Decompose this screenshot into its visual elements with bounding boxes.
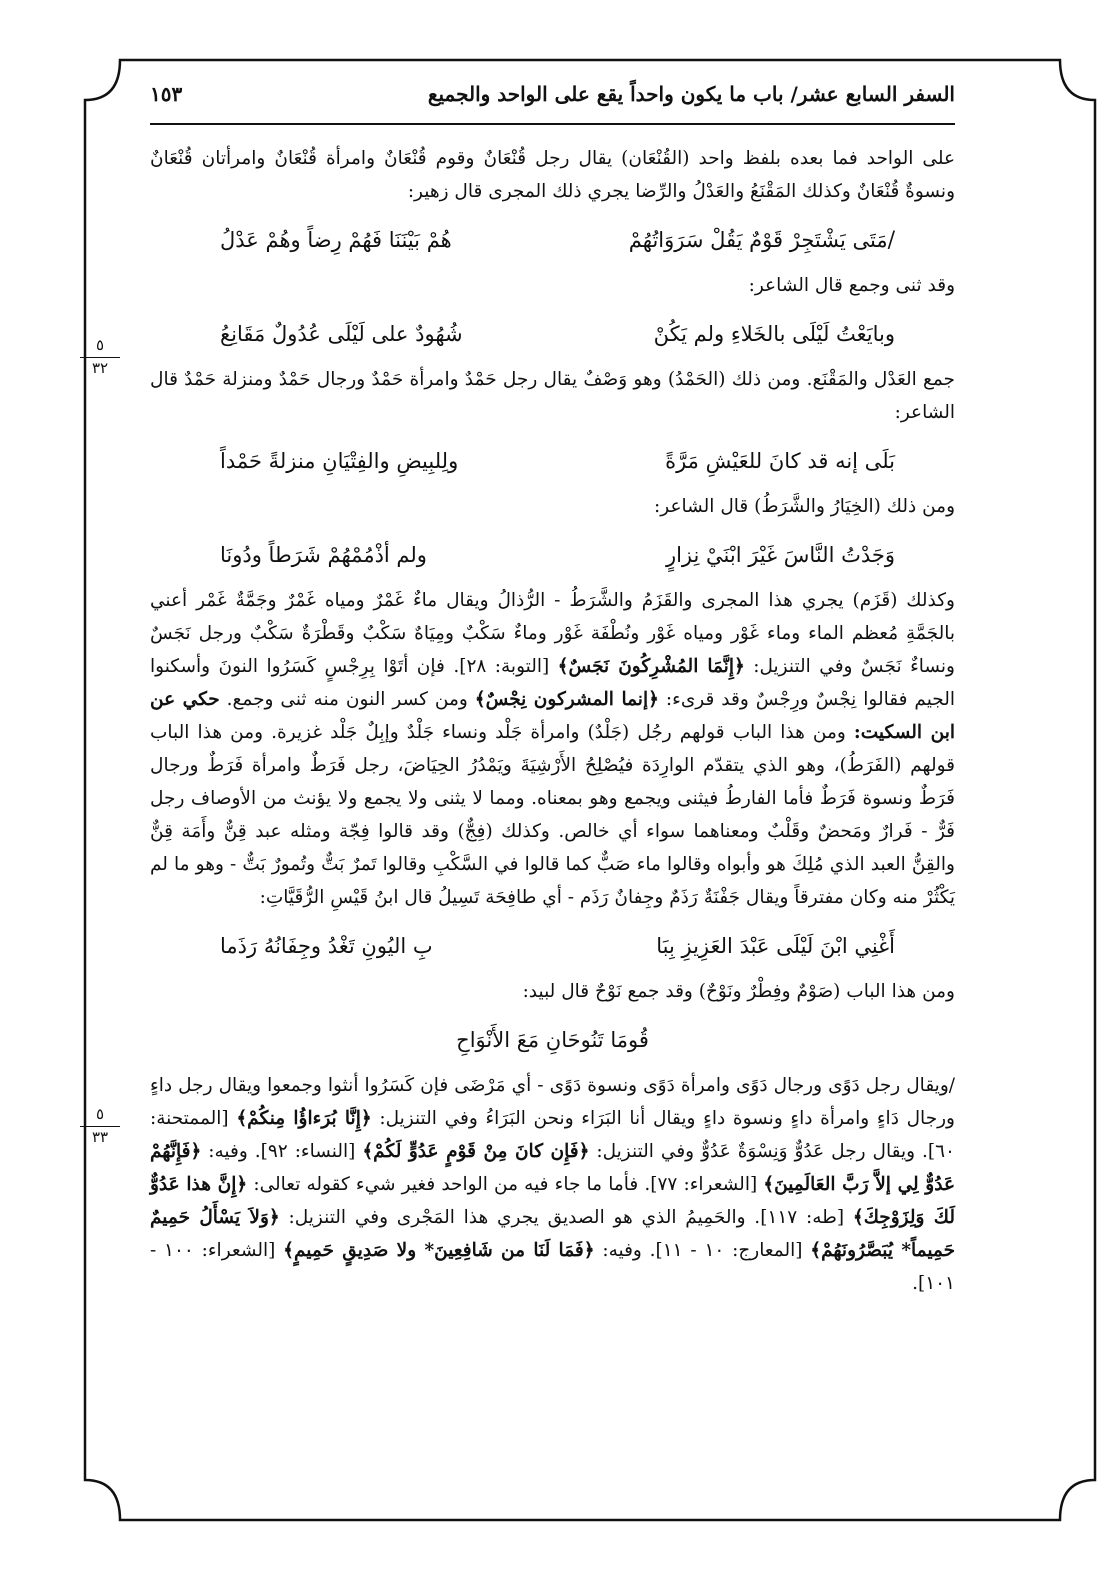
verse [150,445,955,478]
paragraph: ومن هذا الباب (صَوْمٌ وفِطْرٌ ونَوْحٌ) وقد جمع نَوْحٌ قال لبيد: [522,981,955,1002]
verse-first-hemistich: /مَتَى يَشْتَجِرْ قَوْمٌ يَقُلْ سَرَوَاتُهُمْ [628,228,895,253]
quran-quote: ﴿فَمَا لَنَا من شَافِعِينَ* ولا صَدِيقٍ حَمِيمٍ﴾ [283,1240,595,1261]
margin-note [80,336,120,377]
chapter-title: السفر السابع عشر/ باب ما يكون واحداً يقع على الواحد والجميع [427,82,955,106]
quran-quote: ﴿إِنَّا بُرَءاؤُا مِنكُمْ﴾ [236,1108,372,1129]
paragraph: /ويقال رجل دَوًى ورجال دَوًى وامرأة دَوًى ونسوة دَوًى - أي مَرْضَى فإن كَسَرُوا أنثوا وجمعوا ويقال رجل داءٍ ورجال دَاءٍ وامرأة داءٍ ونسوة داءٍ ويقال أنا البَرَاء ونحن البَرَاءُ وفي التنزيل: ﴿إِنَّا بُرَءاؤُا مِنكُمْ﴾ [الممتحنة: ٦٠]. ويقال رجل عَدُوٌّ وَنِسْوَةٌ عَدُوٌّ وفي التنزيل: ﴿فَإِن كانَ مِنْ قَوْمٍ عَدُوٍّ لَكُمْ﴾ [النساء: ٩٢]. وفيه: ﴿فَإِنَّهُمْ عَدُوٌّ لِي إلاَّ رَبَّ العَالَمِينَ﴾ [الشعراء: ٧٧]. فأما ما جاء فيه من الواحد فغير شيء كقوله تعالى: ﴿إِنَّ هذا عَدُوٌّ لَكَ وَلِزَوْجِكَ﴾ [طه: ١١٧]. والحَمِيمُ الذي هو الصديق يجري هذا المَجْرى وفي التنزيل: ﴿وَلاَ يَسْأَلُ حَمِيمٌ حَمِيماً* يُبَصَّرُونَهُمْ﴾ [المعارج: ١٠ - ١١]. وفيه: ﴿فَمَا لَنَا من شَافِعِينَ* ولا صَدِيقٍ حَمِيمٍ﴾ [الشعراء: ١٠٠ - ١٠١]. [150,1075,956,1294]
quran-quote: ﴿وَلاَ يَسْأَلُ حَمِيمٌ حَمِيماً* يُبَصَّرُونَهُمْ﴾ [150,1207,956,1261]
verse-second-hemistich: هُمْ بَيْنَنَا فَهُمْ رِضاً وهُمْ عَدْلُ [220,228,452,252]
margin-note-bottom: ٣٣ [80,1126,120,1146]
verse-second-hemistich: ولِلبِيضِ والفِتْيَانِ منزلةً حَمْداً [220,449,459,473]
page-body [150,142,955,1300]
verse-first-hemistich: وبايَعْتُ لَيْلَى بالخَلاءِ ولم يَكُنْ [653,322,895,346]
quran-quote: ﴿فَإِنَّهُمْ عَدُوٌّ لِي إلاَّ رَبَّ العَالَمِينَ﴾ [150,1141,955,1195]
page-header [150,82,955,110]
paragraph: وقد ثنى وجمع قال الشاعر: [748,275,955,296]
verse [150,930,955,963]
paragraph: وكذلك (قَزَم) يجري هذا المجرى والقَزَمُ والشَّرَطُ - الرُّذالُ ويقال ماءٌ غَمْرٌ ومياه غَمْرٌ وجَمَّةٌ غَمْر أعني بالجَمَّةِ مُعظم الماء وماء غَوْر ومياه غَوْر ونُطْفَة غَوْر وماءٌ سَكْبٌ ومِيَاهٌ سَكْبٌ وقَطْرَةٌ سَكْبٌ ورجل نَجَسٌ ونساءٌ نَجَسٌ وفي التنزيل: ﴿إِنَّمَا المُشْرِكُونَ نَجَسٌ﴾ [التوبة: ٢٨]. فإن أتَوْا بِرِجْسٍ كَسَرُوا النونَ وأسكنوا الجيم فقالوا نِجْسٌ ورِجْسٌ وقد قرىء: ﴿إنما المشركون نِجْسٌ﴾ ومن كسر النون منه ثنى وجمع. حكي عن ابن السكيت: ومن هذا الباب قولهم رجُل (جَلْدٌ) وامرأة جَلْد ونساء جَلْدٌ وإبِلٌ جَلْد غزيرة. ومن هذا الباب قولهم (الفَرَطُ)، وهو الذي يتقدّم الوارِدَة فيُصْلِحُ الأَرْشِيَةَ ويَمْدُرُ الحِيَاضَ، رجل فَرَطٌ وامرأة فَرَطٌ ورجال فَرَطٌ ونسوة فَرَطٌ فأما الفارطُ فيثنى ويجمع وهو بمعناه. ومما لا يثنى ولا يجمع ولا يؤنث من الأوصاف رجل فَرٌّ - فَرارٌ ومَحضٌ وقَلْبٌ ومعناهما سواء أي خالص. وكذلك (فِجٌّ) وقد قالوا فِجّة ومثله عبد قِنٌّ وأَمَة قِنٌّ والقِنُّ العبد الذي مُلِكَ هو وأبواه وقالوا ماء صَبٌّ كما قالوا في السَّكْبِ وقالوا تَمرٌ بَتٌّ وتُمورٌ بَتٌّ - وهو ما لم يَكْثُرْ منه وكان مفترقاً ويقال جَفْنَةٌ رَذَمٌ وجِفانٌ رَذَم - أي طافِحَة تَسِيلُ قال ابنُ قَيْسِ الرُّقَيَّاتِ: [150,590,956,908]
verse [150,539,955,572]
verse-second-hemistich: بِ اليُونِ تَغْدُ وجِفَانُهُ رَذَما [220,934,433,958]
verse [150,224,955,257]
verse-second-hemistich: ولم أذْمُمْهُمْ شَرَطاً ودُونَا [220,543,427,567]
quran-quote: ﴿فَإِن كانَ مِنْ قَوْمٍ عَدُوٍّ لَكُمْ﴾ [362,1141,590,1162]
verse-line: قُومَا تَنُوحَانِ مَعَ الأَنْوَاحِ [456,1028,649,1052]
margin-note [80,1105,120,1146]
margin-note-top: ٥ [95,336,105,354]
margin-note-top: ٥ [95,1105,105,1123]
verse-second-hemistich: شُهُودٌ على لَيْلَى عُدُولٌ مَقَانِعُ [220,322,463,346]
verse [150,1024,955,1057]
page-break-mark: / [887,228,895,253]
page-number: ١٥٣ [150,82,183,106]
verse-first-hemistich: أَغْنِي ابْنَ لَيْلَى عَبْدَ العَزِيزِ بِبَا [656,934,895,958]
header-rule [150,123,955,125]
verse [150,318,955,351]
verse-first-hemistich: بَلَى إنه قد كانَ للعَيْشِ مَرَّةً [665,449,895,473]
paragraph: على الواحد فما بعده بلفظ واحد (القُنْعَان) يقال رجل قُنْعَانٌ وقوم قُنْعَانٌ وامرأة قُنْعَانٌ وامرأتان قُنْعَانٌ ونسوةٌ قُنْعَانٌ وكذلك المَقْنَعُ والعَدْلُ والرِّضا يجري ذلك المجرى قال زهير: [150,148,955,202]
margin-note-bottom: ٣٢ [80,357,120,377]
quran-quote: ﴿إِنَّ هذا عَدُوٌّ لَكَ وَلِزَوْجِكَ﴾ [150,1174,955,1228]
paragraph: جمع العَدْل والمَقْنَع. ومن ذلك (الحَمْدُ) وهو وَصْفٌ يقال رجل حَمْدٌ وامرأة حَمْدٌ ورجال حَمْدٌ ومنزلة حَمْدٌ قال الشاعر: [150,369,955,423]
quran-quote: ﴿إنما المشركون نِجْسٌ﴾ [474,689,659,710]
paragraph: ومن ذلك (الخِيَارُ والشَّرَطُ) قال الشاعر: [654,496,955,517]
attribution: حكي عن ابن السكيت: [150,689,956,743]
quran-quote: ﴿إِنَّمَا المُشْرِكُونَ نَجَسٌ﴾ [557,656,745,677]
verse-first-hemistich: وَجَدْتُ النَّاسَ غَيْرَ ابْنَيْ نِزارٍ [665,543,895,567]
